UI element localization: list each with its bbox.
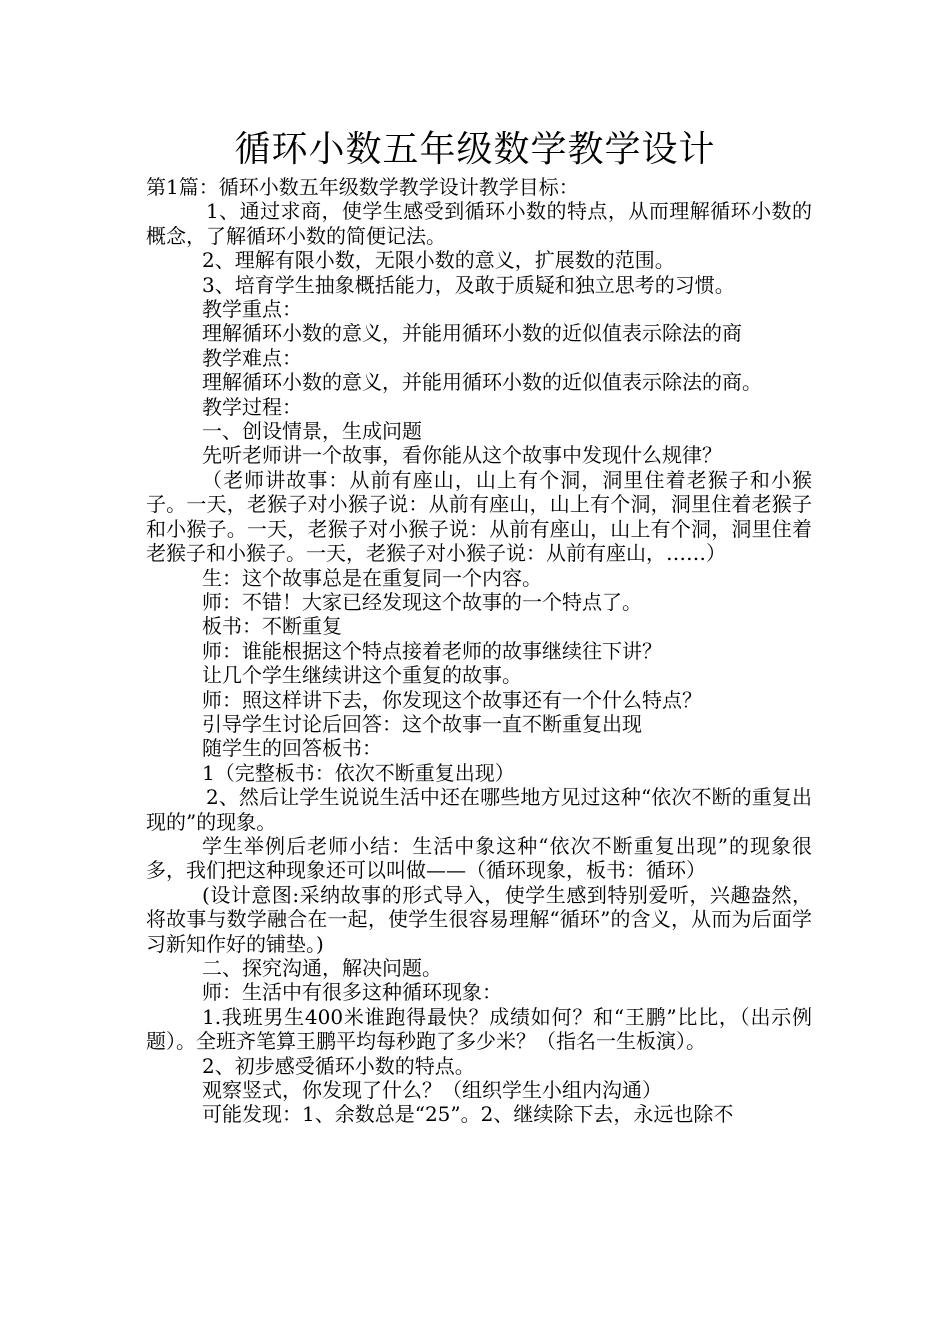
paragraph: 教学过程： bbox=[202, 394, 302, 419]
paragraph: （老师讲故事：从前有座山，山上有个洞，洞里住着老猴子和小猴子。一天，老猴子对小猴子说：从前有座山，山上有个洞，洞里住着老猴子和小猴子。一天，老猴子对小猴子说：从前有座山，山上有个洞，洞里住着老猴子和小猴子。一天，老猴子对小猴子说：从前有座山，……） bbox=[146, 467, 812, 566]
paragraph: (设计意图:采纳故事的形式导入，使学生感到特别爱听，兴趣盎然，将故事与数学融合在一起，使学生很容易理解“循环”的含义，从而为后面学习新知作好的铺垫。) bbox=[146, 882, 812, 956]
paragraph: 教学难点： bbox=[202, 345, 302, 370]
paragraph: 二、探究沟通，解决问题。 bbox=[202, 956, 442, 980]
paragraph: 随学生的回答板书： bbox=[202, 736, 382, 761]
paragraph: 2、初步感受循环小数的特点。 bbox=[202, 1053, 475, 1078]
paragraph: 可能发现：1、余数总是“25”。2、继续除下去，永远也除不 bbox=[202, 1102, 734, 1127]
paragraph: 板书：不断重复 bbox=[202, 614, 342, 639]
paragraph: 引导学生讨论后回答：这个故事一直不断重复出现 bbox=[202, 711, 642, 736]
paragraph: 先听老师讲一个故事，看你能从这个故事中发现什么规律？ bbox=[202, 443, 722, 468]
paragraph: 师：生活中有很多这种循环现象： bbox=[202, 980, 502, 1005]
document-body bbox=[146, 175, 812, 1127]
paragraph: 理解循环小数的意义，并能用循环小数的近似值表示除法的商 bbox=[202, 321, 742, 346]
paragraph: 让几个学生继续讲这个重复的故事。 bbox=[202, 663, 522, 688]
paragraph: 1.我班男生400米谁跑得最快？成绩如何？和“王鹏”比比，（出示例题）。全班齐笔算王鹏平均每秒跑了多少米？（指名一生板演）。 bbox=[146, 1004, 812, 1054]
paragraph: 1、通过求商，使学生感受到循环小数的特点，从而理解循环小数的概念，了解循环小数的简便记法。 bbox=[146, 199, 812, 248]
paragraph: 2、然后让学生说说生活中还在哪些地方见过这种“依次不断的重复出现的”的现象。 bbox=[146, 785, 812, 834]
paragraph: 理解循环小数的意义，并能用循环小数的近似值表示除法的商。 bbox=[202, 370, 762, 395]
paragraph: 1（完整板书：依次不断重复出现） bbox=[202, 760, 515, 785]
paragraph: 第1篇：循环小数五年级数学教学设计教学目标： bbox=[146, 175, 579, 199]
paragraph: 师：不错！大家已经发现这个故事的一个特点了。 bbox=[202, 589, 642, 614]
paragraph: 一、创设情景，生成问题 bbox=[202, 419, 422, 444]
paragraph: 师：照这样讲下去，你发现这个故事还有一个什么特点？ bbox=[202, 687, 702, 712]
paragraph: 师：谁能根据这个特点接着老师的故事继续往下讲？ bbox=[202, 638, 662, 663]
paragraph: 教学重点： bbox=[202, 297, 302, 322]
paragraph: 观察竖式，你发现了什么？（组织学生小组内沟通） bbox=[202, 1078, 662, 1103]
document-title: 循环小数五年级数学教学设计 bbox=[234, 129, 716, 170]
paragraph: 3、培育学生抽象概括能力，及敢于质疑和独立思考的习惯。 bbox=[202, 272, 735, 297]
paragraph: 2、理解有限小数，无限小数的意义，扩展数的范围。 bbox=[202, 248, 675, 273]
paragraph: 生：这个故事总是在重复同一个内容。 bbox=[202, 565, 542, 590]
paragraph: 学生举例后老师小结：生活中象这种“依次不断重复出现”的现象很多，我们把这种现象还可以叫做——（循环现象，板书：循环） bbox=[146, 833, 812, 883]
